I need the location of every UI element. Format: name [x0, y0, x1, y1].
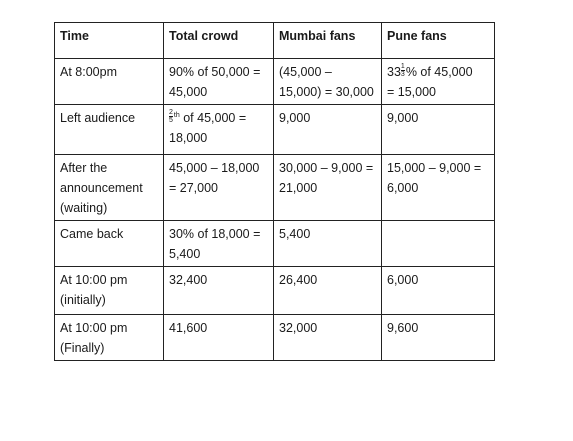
- cell-total-crowd: 90% of 50,000 = 45,000: [164, 59, 274, 105]
- cell-mumbai-fans: 5,400: [274, 221, 382, 267]
- table-row: [55, 315, 495, 361]
- table-row: [55, 221, 495, 267]
- cell-text-rest: % of 45,000 = 15,000: [387, 65, 473, 99]
- header-row: [55, 23, 495, 59]
- table-row: [55, 59, 495, 105]
- cell-pune-fans: [382, 59, 495, 105]
- fraction-numerator: 2: [169, 109, 173, 117]
- cell-total-crowd: [164, 105, 274, 155]
- cell-time: Left audience: [55, 105, 164, 155]
- cell-total-crowd: 45,000 – 18,000 = 27,000: [164, 155, 274, 221]
- cell-time: At 10:00 pm (initially): [55, 267, 164, 315]
- cell-total-crowd: 32,400: [164, 267, 274, 315]
- table-row: [55, 105, 495, 155]
- cell-time: At 8:00pm: [55, 59, 164, 105]
- fraction: [169, 109, 173, 124]
- cell-time: Came back: [55, 221, 164, 267]
- column-header-mumbai-fans: Mumbai fans: [274, 23, 382, 59]
- cell-total-crowd: 41,600: [164, 315, 274, 361]
- fraction: [401, 63, 405, 78]
- table-row: [55, 267, 495, 315]
- column-header-pune-fans: Pune fans: [382, 23, 495, 59]
- column-header-time: Time: [55, 23, 164, 59]
- cell-time: At 10:00 pm (Finally): [55, 315, 164, 361]
- cell-pune-fans: 15,000 – 9,000 = 6,000: [382, 155, 495, 221]
- cell-mumbai-fans: (45,000 – 15,000) = 30,000: [274, 59, 382, 105]
- cell-mumbai-fans: 9,000: [274, 105, 382, 155]
- cell-time: After the announcement (waiting): [55, 155, 164, 221]
- cell-mumbai-fans: 32,000: [274, 315, 382, 361]
- mixed-number-whole: 33: [387, 65, 401, 79]
- fraction-denominator: 5: [169, 117, 173, 125]
- cell-mumbai-fans: 26,400: [274, 267, 382, 315]
- cell-mumbai-fans: 30,000 – 9,000 = 21,000: [274, 155, 382, 221]
- cell-text-rest: of 45,000 = 18,000: [169, 111, 247, 145]
- column-header-total-crowd: Total crowd: [164, 23, 274, 59]
- cell-total-crowd: 30% of 18,000 = 5,400: [164, 221, 274, 267]
- cell-pune-fans: [382, 221, 495, 267]
- cell-pune-fans: 9,000: [382, 105, 495, 155]
- crowd-table: [54, 22, 495, 361]
- fraction-denominator: 3: [400, 71, 405, 79]
- cell-pune-fans: 9,600: [382, 315, 495, 361]
- table-row: [55, 155, 495, 221]
- fraction-numerator: 1: [400, 63, 405, 71]
- cell-pune-fans: 6,000: [382, 267, 495, 315]
- ordinal-suffix: th: [173, 111, 180, 119]
